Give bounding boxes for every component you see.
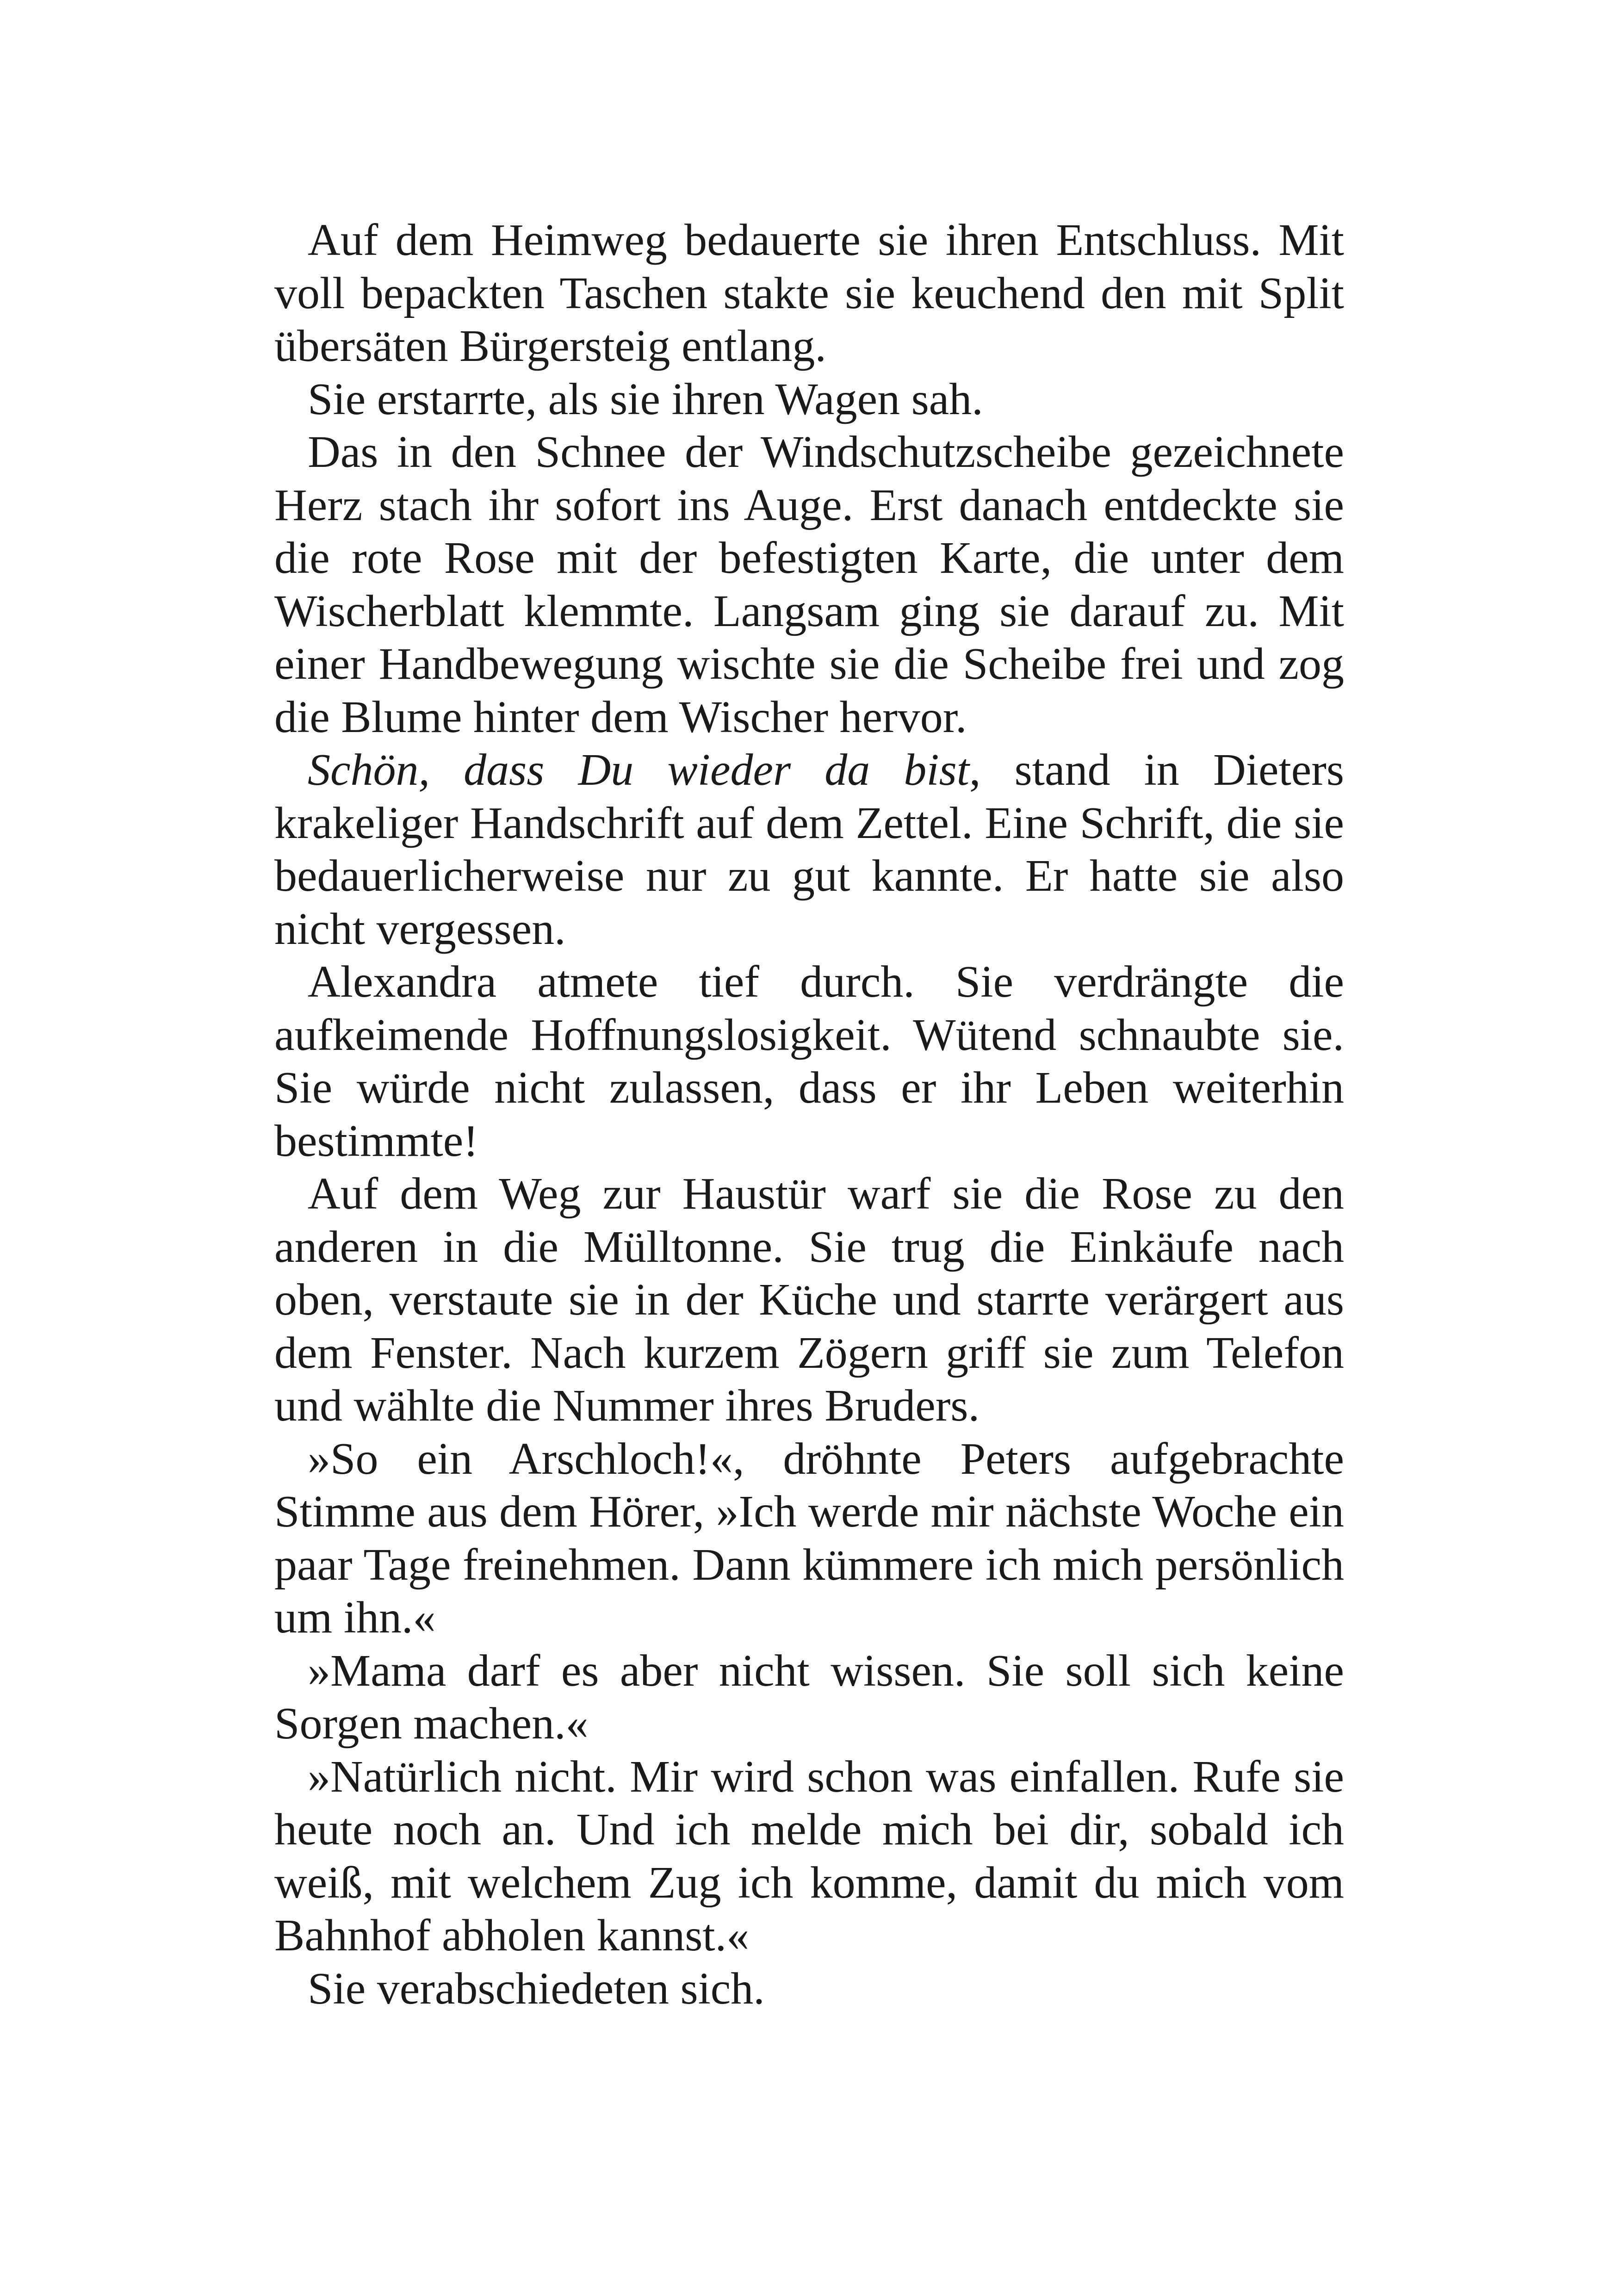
- paragraph-7: »So ein Arschloch!«, dröhnte Peters aufgebrachte Stimme aus dem Hörer, »Ich werde mir nächste Woche ein paar Tage freinehmen. Dann kümmere ich mich persönlich um ihn.«: [274, 1433, 1344, 1643]
- paragraph-9: »Natürlich nicht. Mir wird schon was einfallen. Rufe sie heute noch an. Und ich melde mich bei dir, sobald ich weiß, mit welchem Zug ich komme, damit du mich vom Bahnhof abholen kannst.«: [274, 1751, 1344, 1961]
- paragraph-4: [274, 744, 1344, 956]
- paragraph-4-rest: , stand in Dieters krakeliger Handschrift auf dem Zettel. Eine Schrift, die sie bedauerlicherweise nur zu gut kannte. Er hatte sie also nicht vergessen.: [274, 745, 1344, 954]
- paragraph-8: »Mama darf es aber nicht wissen. Sie soll sich keine Sorgen machen.«: [274, 1645, 1344, 1749]
- card-inscription: Schön, dass Du wieder da bist: [308, 745, 970, 795]
- paragraph-10: Sie verabschiedeten sich.: [308, 1963, 765, 2014]
- paragraph-6: Auf dem Weg zur Haustür warf sie die Rose zu den anderen in die Mülltonne. Sie trug die Einkäufe nach oben, verstaute sie in der Küche und starrte verärgert aus dem Fenster. Nach kurzem Zögern griff sie zum Telefon und wählte die Nummer ihres Bruders.: [274, 1169, 1344, 1431]
- paragraph-5: Alexandra atmete tief durch. Sie verdrängte die aufkeimende Hoffnungslosigkeit. Wütend schnaubte sie. Sie würde nicht zulassen, dass er ihr Leben weiterhin bestimmte!: [274, 957, 1344, 1166]
- body-text: [274, 214, 1344, 2015]
- paragraph-3: Das in den Schnee der Windschutzscheibe gezeichnete Herz stach ihr sofort ins Auge. Erst danach entdeckte sie die rote Rose mit der befestigten Karte, die unter dem Wischerblatt klemmte. Langsam ging sie darauf zu. Mit einer Handbewegung wischte sie die Scheibe frei und zog die Blume hinter dem Wischer hervor.: [274, 427, 1344, 742]
- paragraph-1: Auf dem Heimweg bedauerte sie ihren Entschluss. Mit voll bepackten Taschen stakte sie keuchend den mit Split übersäten Bürgersteig entlang.: [274, 215, 1344, 371]
- paragraph-2: Sie erstarrte, als sie ihren Wagen sah.: [308, 374, 983, 424]
